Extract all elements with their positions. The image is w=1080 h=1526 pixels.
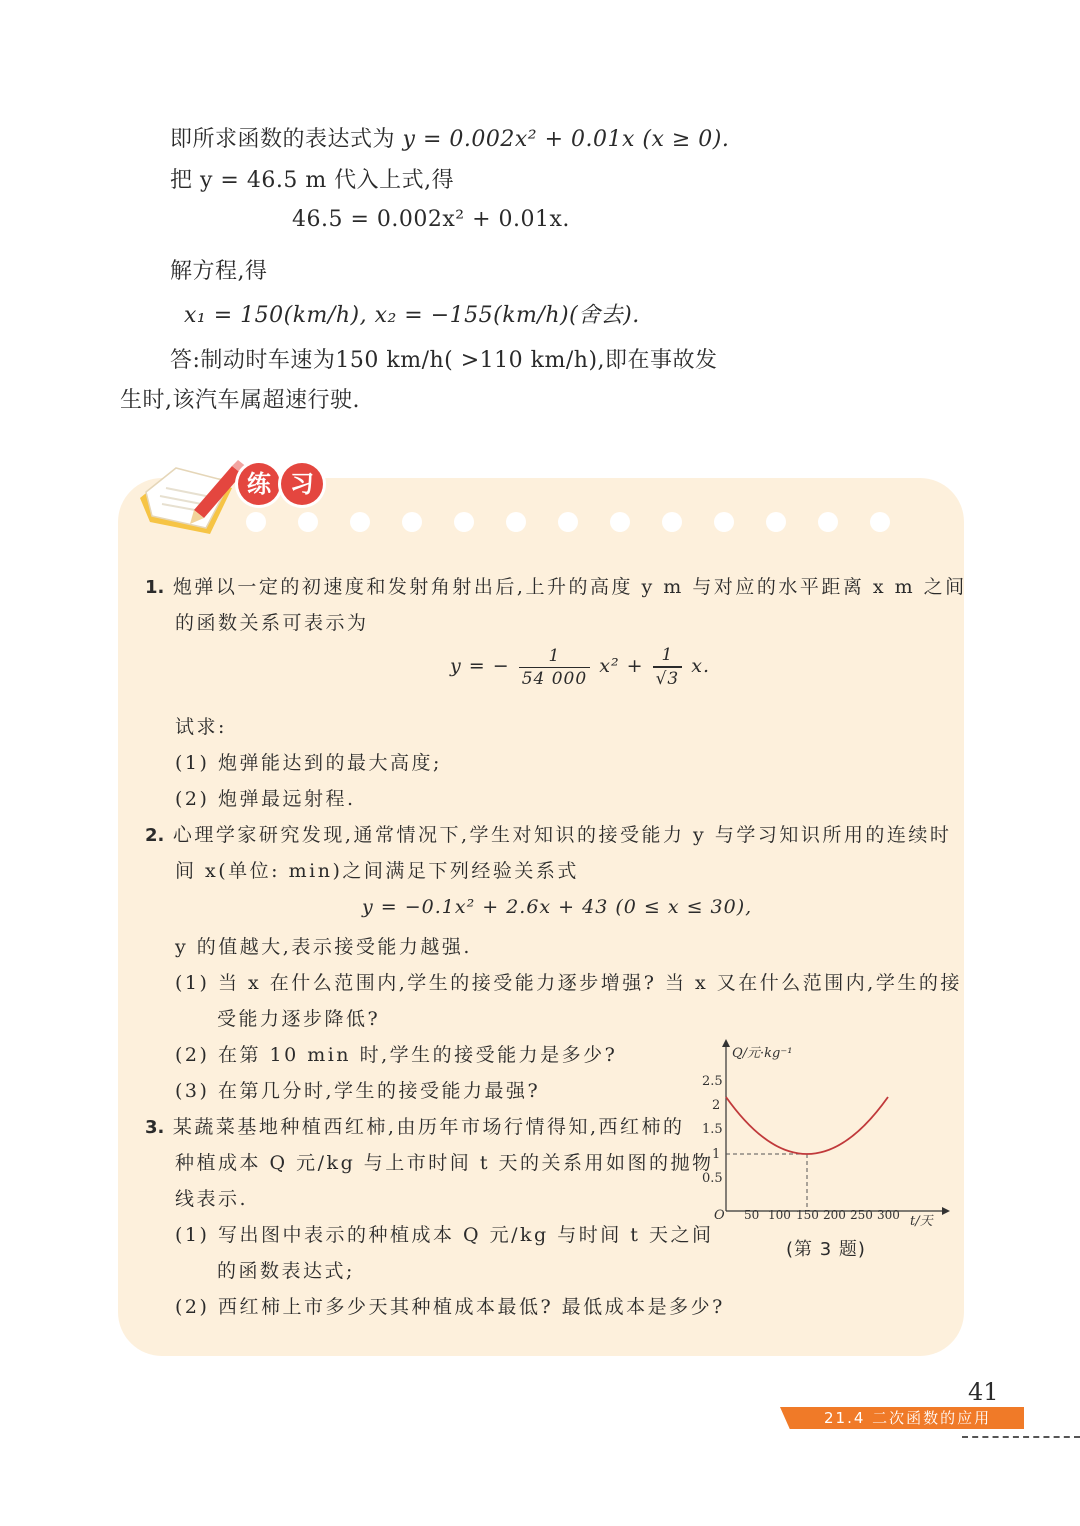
page-number: 41 <box>968 1378 999 1406</box>
q1-formula-end: x. <box>691 655 711 677</box>
q2-number: 2. <box>145 825 165 846</box>
graph-caption: (第 3 题) <box>786 1239 866 1260</box>
q2-note: y 的值越大,表示接受能力越强. <box>175 936 472 958</box>
q3-sub-1-line1: (1) 写出图中表示的种植成本 Q 元/kg 与时间 t 天之间 <box>175 1224 714 1246</box>
solve-line: 解方程,得 <box>170 259 268 284</box>
y-tick-label: 2.5 <box>702 1074 723 1089</box>
roots-line: x₁ = 150(km/h), x₂ = −155(km/h)(舍去). <box>184 303 640 328</box>
q3-text-1: 某蔬菜基地种植西红柿,由历年市场行情得知,西红柿的 <box>172 1116 685 1138</box>
chapter-label: 21.4 二次函数的应用 <box>824 1409 992 1427</box>
x-tick-label: 200 <box>823 1208 846 1222</box>
q2-formula: y = −0.1x² + 2.6x + 43 (0 ≤ x ≤ 30), <box>362 896 753 918</box>
q2-sub-2: (2) 在第 10 min 时,学生的接受能力是多少? <box>175 1044 618 1066</box>
q1-ask: 试求: <box>175 716 227 738</box>
q3-line2: 种植成本 Q 元/kg 与上市时间 t 天的关系用如图的抛物 <box>175 1152 714 1174</box>
q1-fraction-2 <box>653 644 683 690</box>
cost-parabola-graph <box>696 1035 956 1235</box>
solution-expression <box>170 122 729 153</box>
expression-prefix: 即所求函数的表达式为 <box>170 127 396 152</box>
origin-label: O <box>714 1208 725 1223</box>
answer-line-2: 生时,该汽车属超速行驶. <box>120 388 360 413</box>
substitute-line: 把 y = 46.5 m 代入上式,得 <box>170 168 455 193</box>
q1-fraction-1-num: 1 <box>519 645 590 668</box>
q1-formula-mid: x² + <box>599 655 644 677</box>
q1-line2: 的函数关系可表示为 <box>175 612 369 634</box>
x-axis-label: t/天 <box>910 1214 933 1229</box>
q2-line1 <box>145 820 951 847</box>
y-tick-label: 2 <box>712 1098 721 1113</box>
q2-sub-3: (3) 在第几分时,学生的接受能力最强? <box>175 1080 541 1102</box>
y-tick-label: 0.5 <box>702 1171 723 1186</box>
y-axis-arrow-icon <box>722 1039 730 1047</box>
q1-formula-lhs: y = − <box>450 655 510 677</box>
equation-line: 46.5 = 0.002x² + 0.01x. <box>292 207 570 232</box>
q1-line1 <box>145 572 967 599</box>
y-axis-label: Q/元·kg⁻¹ <box>732 1046 793 1061</box>
q2-line2: 间 x(单位: min)之间满足下列经验关系式 <box>175 860 579 882</box>
practice-badge-xi: 习 <box>281 463 323 505</box>
q2-sub-1-line2: 受能力逐步降低? <box>217 1008 381 1030</box>
q1-sub-2: (2) 炮弹最远射程. <box>175 788 356 810</box>
practice-badge-lian: 练 <box>238 463 280 505</box>
pencil-paper-icon <box>132 458 252 540</box>
q3-sub-1-line2: 的函数表达式; <box>217 1260 355 1282</box>
q3-line3: 线表示. <box>175 1188 249 1210</box>
q2-text-1: 心理学家研究发现,通常情况下,学生对知识的接受能力 y 与学习知识所用的连续时 <box>172 824 952 846</box>
q2-sub-1-line1: (1) 当 x 在什么范围内,学生的接受能力逐步增强? 当 x 又在什么范围内,学生的接 <box>175 972 962 994</box>
q1-text-1: 炮弹以一定的初速度和发射角射出后,上升的高度 y m 与对应的水平距离 x m 之间 <box>172 576 967 598</box>
x-tick-label: 50 <box>744 1208 760 1222</box>
x-axis-arrow-icon <box>942 1207 950 1215</box>
y-tick-label: 1.5 <box>702 1122 723 1137</box>
q1-sub-1: (1) 炮弹能达到的最大高度; <box>175 752 442 774</box>
x-tick-label: 300 <box>877 1208 900 1222</box>
expression-math: y = 0.002x² + 0.01x (x ≥ 0). <box>402 127 730 152</box>
cost-curve <box>726 1097 888 1154</box>
x-tick-label: 250 <box>850 1208 873 1222</box>
q1-number: 1. <box>145 577 165 598</box>
q3-line1 <box>145 1112 685 1139</box>
q1-fraction-1-den: 54 000 <box>521 668 588 689</box>
q1-fraction-2-num: 1 <box>653 644 683 667</box>
q1-formula <box>450 644 710 690</box>
x-tick-label: 150 <box>796 1208 819 1222</box>
y-tick-label: 1 <box>712 1147 721 1162</box>
q1-fraction-1 <box>519 645 590 690</box>
q3-number: 3. <box>145 1117 165 1138</box>
binder-dots <box>246 512 922 532</box>
answer-line-1: 答:制动时车速为150 km/h( >110 km/h),即在事故发 <box>170 348 718 373</box>
q1-fraction-2-den: √3 <box>653 667 683 690</box>
footer-dashed-rule <box>962 1436 1080 1438</box>
x-tick-label: 100 <box>768 1208 791 1222</box>
q3-sub-2: (2) 西红柿上市多少天其种植成本最低? 最低成本是多少? <box>175 1296 725 1318</box>
